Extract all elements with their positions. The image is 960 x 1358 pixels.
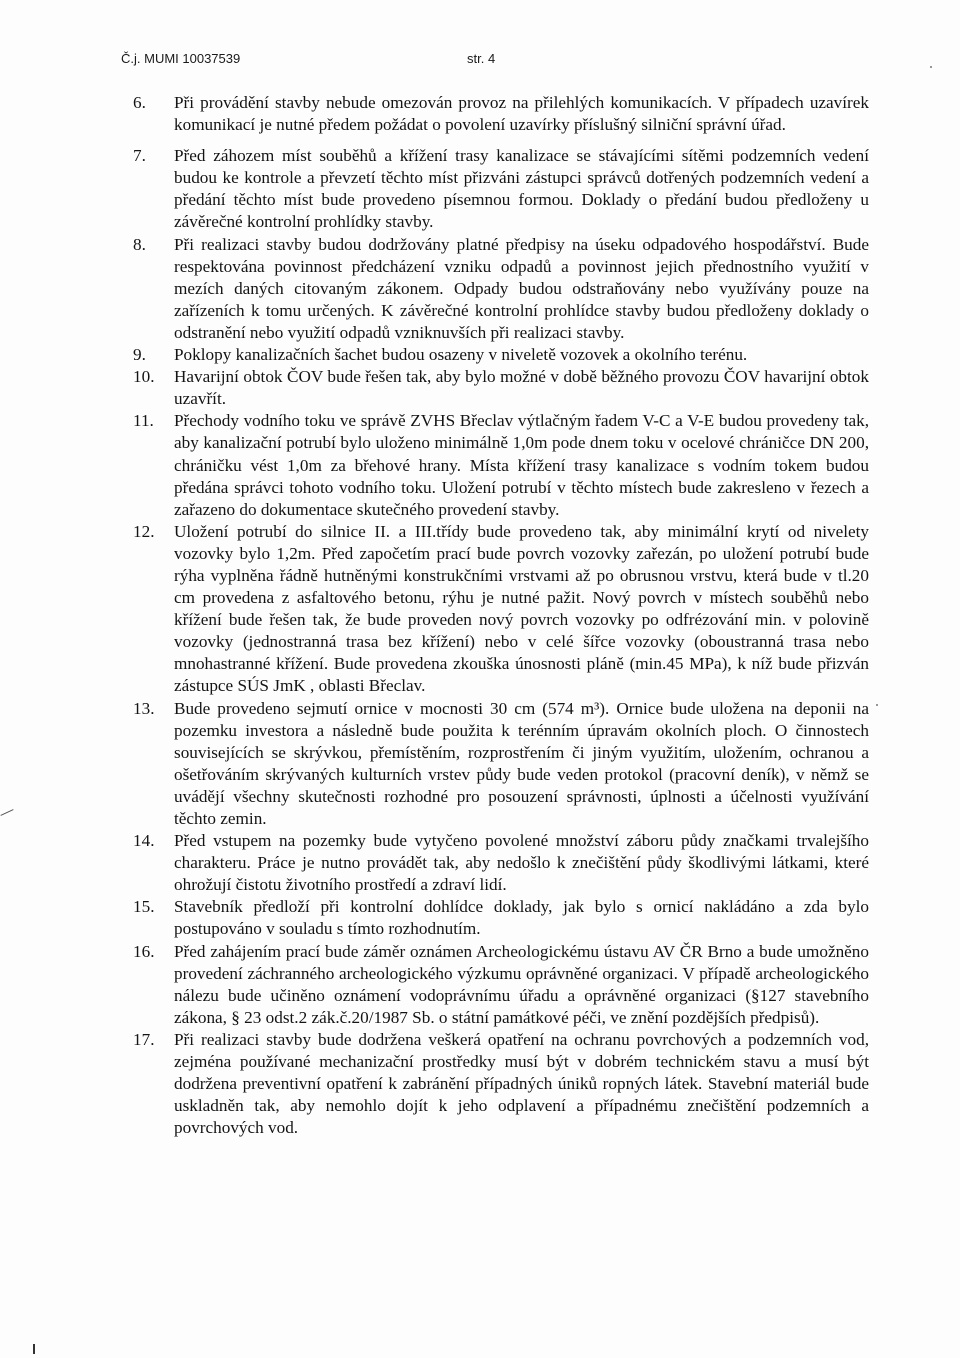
item-text: Bude provedeno sejmutí ornice v mocnosti 30 cm (574 m³). Ornice bude uložena na deponii na pozemku investora a následně bude použita k terénním úpravám okolních ploch. O činnostech souvisejících se skrývkou, přemístěním, rozprostřením či jiným využitím, uložením, ochranou a ošetřováním skrývaných kulturních vrstev půdy bude veden protokol (pracovní deník), v němž se uvádějí všechny skutečnosti rozhodné pro posouzení správnosti, úplnosti a účelnosti využívání těchto zemin. — [174, 698, 869, 828]
item-text: Poklopy kanalizačních šachet budou osazeny v niveletě vozovek a okolního terénu. — [174, 345, 748, 365]
item-number: 6. — [133, 93, 146, 112]
item-number: 17. — [133, 1029, 155, 1049]
conditions-list — [133, 92, 869, 1139]
item-text: Uložení potrubí do silnice II. a III.třídy bude provedeno tak, aby minimální krytí od nivelety vozovky bylo 1,2m. Před započetím prací bude povrch vozovky zařezán, po uložení potrubí bude rýha vyplněna řádně hutněnými konstrukčními vrstvami až po obrusnou vrstvu, která bude v tl.20 cm provedena z asfaltového betonu, rýhu je nutné pažit. Nový povrch v místech souběhů nebo křížení bude řešen tak, že bude proveden nový povrch vozovky po odfrézování min. v polovině vozovky (jednostranná trasa bez křížení) nebo v celé šířce vozovky (oboustranná trasa nebo mnohastranné křížení. Bude provedena zkouška únosnosti pláně (min.45 MPa), k níž bude přizván zástupce SÚS JmK , oblasti Břeclav. — [174, 521, 869, 696]
list-item — [133, 1029, 869, 1139]
reference-number: Č.j. MUMI 10037539 — [121, 51, 241, 66]
item-text: Přechody vodního toku ve správě ZVHS Břeclav výtlačným řadem V-C a V-E budou provedeny tak, aby kanalizační potrubí bylo uloženo minimálně 1,0m pode dnem toku v ocelové chráničce DN 200, chráničku vést 1,0m za břehové hrany. Místa křížení trasy kanalizace s vodním tokem budou předána správci tohoto vodního toku. Uložení potrubí v těchto místech bude zakresleno v řezech a zařazeno do dokumentace skutečného provedení stavby. — [174, 411, 869, 519]
list-item — [133, 698, 869, 831]
list-item — [133, 896, 869, 940]
list-item — [133, 344, 869, 366]
item-text: Před zahájením prací bude záměr oznámen Archeologickému ústavu AV ČR Brno a bude umožněno provedení záchranného archeologického výzkumu oprávněné organizaci. V případě archeologického nálezu bude učiněno oznámení vodoprávnímu úřadu a oprávněné organizaci (§127 stavebního zákona, § 23 odst.2 zák.č.20/1987 Sb. o státní památkové péči, ve znění pozdějších předpisů). — [174, 941, 869, 1027]
scan-speck — [930, 66, 932, 68]
item-number: 12. — [133, 521, 155, 541]
item-number: 9. — [133, 345, 146, 365]
item-text: Před vstupem na pozemky bude vytyčeno povolené množství záboru půdy značkami trvalejšího charakteru. Práce je nutno provádět tak, aby nedošlo k znečištění půdy škodlivými látkami, které ohrožují čistotu životního prostředí a zdraví lidí. — [174, 831, 869, 895]
item-number: 14. — [133, 831, 155, 851]
item-text: Při realizaci stavby bude dodržena veškerá opatření na ochranu povrchových a podzemních vod, zejména používané mechanizační prostředky musí být v dobrém technickém stavu a musí být dodržena preventivní opatření k zabránění případných úniků ropných látek. Stavební materiál bude uskladněn tak, aby nemohlo dojít k jeho odplavení a případnému znečištění podzemních a povrchových vod. — [174, 1029, 869, 1138]
item-number: 16. — [133, 941, 155, 961]
item-number: 13. — [133, 698, 155, 718]
list-item — [133, 521, 869, 698]
item-text: Při provádění stavby nebude omezován provoz na přilehlých komunikacích. V případech uzavírek komunikací je nutné předem požádat o povolení uzavírky příslušný silniční správní úřad. — [174, 93, 869, 135]
item-text: Při realizaci stavby budou dodržovány platné předpisy na úseku odpadového hospodářství. Bude respektována povinnost předcházení vzniku odpadů a povinnost jejich přednostního využití v mezích daných citovaným zákonem. Odpady budou odstraňovány nebo využívány pouze na zařízeních k tomu určených. K závěrečné kontrolní prohlídce stavby budou předloženy doklady o odstranění nebo využití odpadů vzniknuvších při realizaci stavby. — [174, 234, 869, 342]
list-item — [133, 410, 869, 520]
list-item — [133, 941, 869, 1029]
item-number: 15. — [133, 897, 155, 917]
list-item — [133, 145, 869, 233]
list-item — [133, 234, 869, 344]
item-text: Před záhozem míst souběhů a křížení trasy kanalizace se stávajícími sítěmi podzemních vedení budou ke kontrole a převzetí těchto míst přizváni zástupci správců dotřených podzemních vedení a předání těchto míst bude provedeno písemnou formou. Doklady o předání budou předloženy u závěrečné kontrolní prohlídky stavby. — [174, 146, 869, 232]
scan-artifact-mark — [0, 809, 13, 816]
page-number: str. 4 — [467, 51, 496, 66]
item-text: Stavebník předloží při kontrolní dohlídce doklady, jak bylo s ornicí nakládáno a zda bylo postupováno v souladu s tímto rozhodnutím. — [174, 897, 869, 939]
item-number: 10. — [133, 367, 155, 387]
list-item — [133, 92, 869, 136]
scan-artifact-mark — [33, 1344, 35, 1354]
item-number: 11. — [133, 411, 154, 431]
list-item — [133, 830, 869, 896]
item-text: Havarijní obtok ČOV bude řešen tak, aby bylo možné v době běžného provozu ČOV havarijní obtok uzavřít. — [174, 367, 869, 409]
item-number: 8. — [133, 234, 146, 254]
list-item — [133, 366, 869, 410]
scan-speck — [876, 704, 878, 706]
item-number: 7. — [133, 146, 146, 166]
